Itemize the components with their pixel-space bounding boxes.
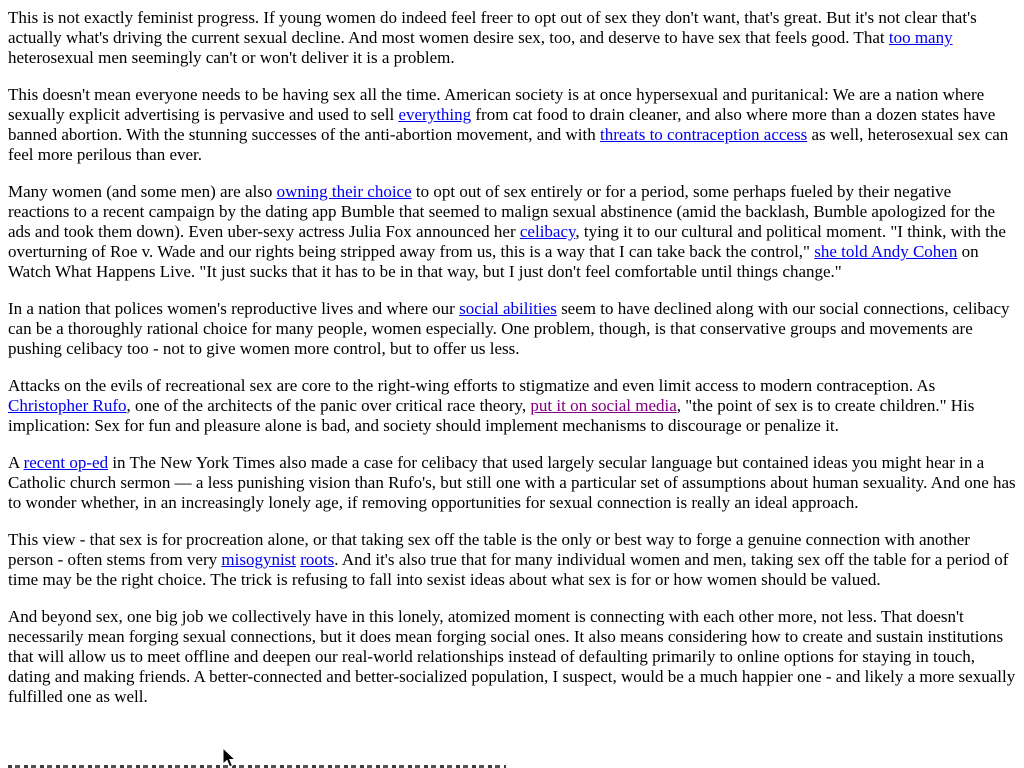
article-paragraph: [8, 607, 1016, 707]
paragraph-text: This view - that sex is for procreation alone, or that taking sex off the table is the only or best way to forge a genuine connection with another person - often stems from very: [8, 530, 970, 569]
inline-link[interactable]: everything: [398, 105, 472, 124]
article-paragraph: [8, 376, 1016, 436]
paragraph-text: , one of the architects of the panic over critical race theory,: [126, 396, 531, 415]
paragraph-text: seem to have declined along with our social connections, celibacy can be a thoroughly rational choice for many people, women especially. One problem, though, is that conservative groups and movements are pushing celibacy too - not to give women more control, but to offer us less.: [8, 299, 1010, 358]
paragraph-text: And beyond sex, one big job we collectively have in this lonely, atomized moment is connecting with each other more, not less. That doesn't necessarily mean forging sexual connections, but it does mean forging social ones. It also means considering how to create and sustain institutions that will allow us to meet offline and deepen our real-world relationships instead of defaulting primarily to online options for staying in touch, dating and making friends. A better-connected and better-socialized population, I suspect, would be a much happier one - and likely a more sexually fulfilled one as well.: [8, 607, 1016, 706]
inline-link[interactable]: too many: [888, 28, 953, 47]
inline-link[interactable]: threats to contraception access: [600, 125, 808, 144]
paragraph-text: Many women (and some men) are also: [8, 182, 277, 201]
article-paragraph: [8, 8, 1016, 68]
inline-link[interactable]: roots: [300, 550, 335, 569]
paragraph-text: . And it's also true that for many individual women and men, taking sex off the table for a period of time may be the right choice. The trick is refusing to fall into sexist ideas about what sex is for or how women should be valued.: [8, 550, 1009, 589]
paragraph-text: on Watch What Happens Live. "It just sucks that it has to be in that way, but I just don't feel comfortable until things change.": [8, 242, 979, 281]
article-paragraph: [8, 453, 1016, 513]
paragraph-text: heterosexual men seemingly can't or won't deliver it is a problem.: [8, 48, 455, 67]
inline-link[interactable]: Christopher Rufo: [8, 396, 127, 415]
article-paragraph: [8, 299, 1016, 359]
article-body: [8, 8, 1016, 707]
inline-link[interactable]: celibacy: [519, 222, 576, 241]
paragraph-text: Attacks on the evils of recreational sex are core to the right-wing efforts to stigmatize and even limit access to modern contraception. As: [8, 376, 936, 395]
paragraph-text: This doesn't mean everyone needs to be having sex all the time. American society is at once hypersexual and puritanical: We are a nation where sexually explicit advertising is pervasive and used to sell: [8, 85, 985, 124]
paragraph-text: , tying it to our cultural and political moment. "I think, with the overturning of Roe v. Wade and our rights being stripped away from us, this is a way that I can take back the control,": [8, 222, 1006, 261]
paragraph-text: from cat food to drain cleaner, and also where more than a dozen states have banned abortion. With the stunning successes of the anti-abortion movement, and with: [8, 105, 996, 144]
article-paragraph: [8, 85, 1016, 165]
inline-link[interactable]: misogynist: [221, 550, 297, 569]
inline-link[interactable]: put it on social media: [530, 396, 677, 415]
paragraph-text: , "the point of sex is to create children." His implication: Sex for fun and pleasure alone is bad, and society should implement mechanisms to discourage or penalize it.: [8, 396, 975, 435]
inline-link[interactable]: social abilities: [459, 299, 557, 318]
paragraph-text: This is not exactly feminist progress. If young women do indeed feel freer to opt out of sex they don't want, that's great. But it's not clear that's actually what's driving the current sexual decline. And most women desire sex, too, and deserve to have sex that feels good. That: [8, 8, 977, 47]
paragraph-text: to opt out of sex entirely or for a period, some perhaps fueled by their negative reactions to a recent campaign by the dating app Bumble that seemed to malign sexual abstinence (amid the backlash, Bumble apologized for the ads and took them down). Even uber-sexy actress Julia Fox announced her: [8, 182, 996, 241]
paragraph-text: in The New York Times also made a case for celibacy that used largely secular language but contained ideas you might hear in a Catholic church sermon — a less punishing vision than Rufo's, but still one with a particular set of assumptions about human sexuality. And one has to wonder whether, in an increasingly lonely age, if removing opportunities for sexual connection is really an ideal approach.: [8, 453, 1016, 512]
article-paragraph: [8, 182, 1016, 282]
inline-link[interactable]: she told Andy Cohen: [814, 242, 958, 261]
inline-link[interactable]: recent op-ed: [23, 453, 109, 472]
paragraph-text: A: [8, 453, 24, 472]
article-paragraph: [8, 530, 1016, 590]
paragraph-text: as well, heterosexual sex can feel more perilous than ever.: [8, 125, 1009, 164]
paragraph-text: In a nation that polices women's reproductive lives and where our: [8, 299, 460, 318]
inline-link[interactable]: owning their choice: [276, 182, 412, 201]
